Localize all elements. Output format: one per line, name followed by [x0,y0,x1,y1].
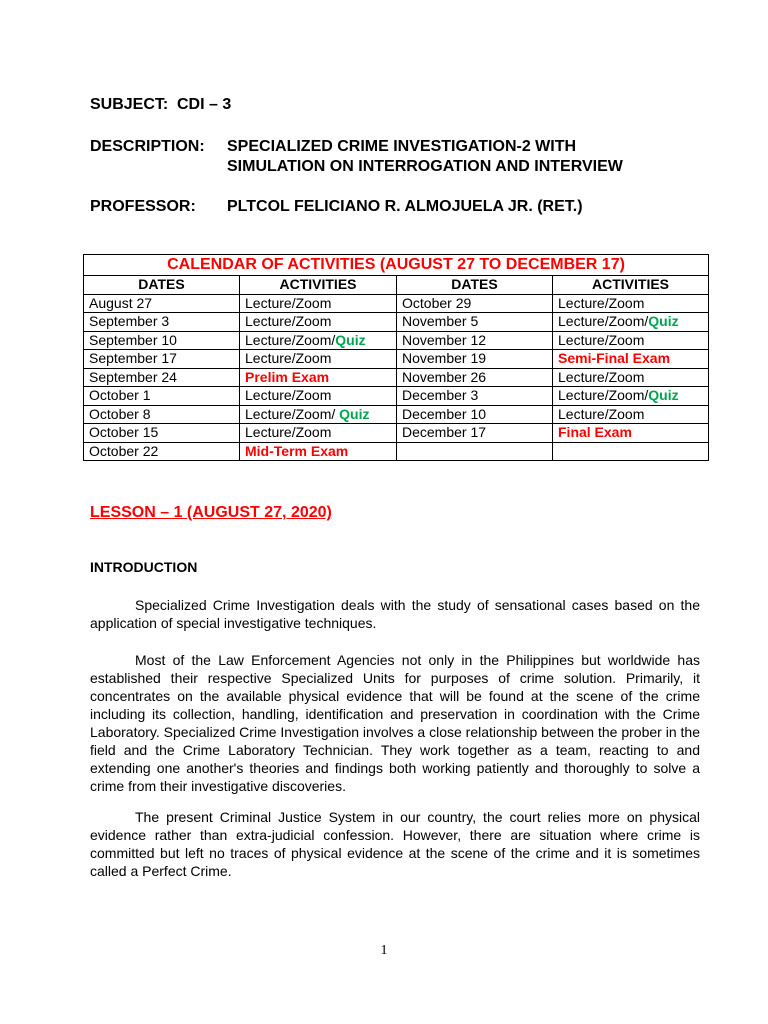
cell-text: September 3 [89,313,170,330]
cell-text: Lecture/Zoom/ [558,387,649,404]
cell-text: Lecture/Zoom/ [245,405,340,422]
table-cell [240,331,397,350]
exam-label: Prelim Exam [245,368,330,385]
table-row [84,405,709,424]
table-cell [397,387,553,406]
table-cell [397,424,553,443]
table-cell [553,294,709,313]
paragraph: Specialized Crime Investigation deals with the study of sensational cases based on the application of special investigative techniques. [90,597,700,631]
cell-text: November 26 [402,368,487,385]
table-cell [240,294,397,313]
exam-label: Final Exam [558,424,632,441]
table-row [84,442,709,461]
quiz-label: Quiz [335,331,366,348]
calendar-table [83,254,709,461]
cell-text: October 8 [89,405,151,422]
subject-label: SUBJECT: [90,96,169,113]
cell-text: Lecture/Zoom/ [558,313,649,330]
table-row [84,350,709,369]
table-cell [240,387,397,406]
cell-text: September 24 [89,368,177,385]
table-cell [84,424,240,443]
table-row [84,331,709,350]
table-cell [84,442,240,461]
table-cell [240,405,397,424]
table-cell [553,424,709,443]
column-header: ACTIVITIES [240,276,397,295]
calendar-header-row [84,276,709,295]
exam-label: Mid-Term Exam [245,442,349,459]
calendar-title: CALENDAR OF ACTIVITIES (AUGUST 27 TO DECEMBER 17) [84,255,709,276]
table-cell [84,331,240,350]
subject-value: CDI – 3 [177,96,232,113]
paragraph: The present Criminal Justice System in our country, the court relies more on physical evidence rather than extra-judicial confession. However, there are situation where crime is committed but left no traces of physical evidence at the scene of the crime and it is sometimes called a Perfect Crime. [90,809,700,879]
calendar-body [84,294,709,461]
cell-text: August 27 [89,294,153,311]
table-cell [397,294,553,313]
cell-text: December 10 [402,405,487,422]
table-cell [240,313,397,332]
cell-text: October 29 [402,294,472,311]
cell-text: Lecture/Zoom [245,387,332,404]
lesson-title: LESSON – 1 (AUGUST 27, 2020) [90,504,332,521]
subject-line [90,95,231,115]
cell-text: Lecture/Zoom/ [245,331,336,348]
cell-text: Lecture/Zoom [245,294,332,311]
cell-text: November 5 [402,313,479,330]
cell-text: November 12 [402,331,487,348]
table-cell [553,350,709,369]
quiz-label: Quiz [339,405,370,422]
paragraph: Most of the Law Enforcement Agencies not only in the Philippines but worldwide has established their respective Specialized Units for purposes of crime solution. Primarily, it concentrates on the available physical evidence that will be found at the scene of the crime including its collection, handling, identification and preservation in coordination with the Crime Laboratory. Specialized Crime Investigation involves a close relationship between the prober in the field and the Crime Laboratory Technician. They work together as a team, reacting to and extending one another's theories and findings both working patiently and thoroughly to solve a crime from their investigative discoveries. [90,652,700,794]
table-cell [84,294,240,313]
table-cell [84,405,240,424]
table-cell [397,350,553,369]
table-cell [553,368,709,387]
table-row [84,313,709,332]
professor-line [90,197,583,217]
table-cell [553,442,709,461]
table-cell [397,313,553,332]
table-cell [553,313,709,332]
cell-text: Lecture/Zoom [558,368,645,385]
cell-text: December 17 [402,424,487,441]
quiz-label: Quiz [648,313,679,330]
table-cell [84,350,240,369]
cell-text: September 17 [89,350,177,367]
table-row [84,387,709,406]
cell-text: Lecture/Zoom [245,350,332,367]
professor-label: PROFESSOR: [90,198,196,215]
column-header: ACTIVITIES [553,276,709,295]
table-cell [553,331,709,350]
description-line [90,137,623,177]
column-header: DATES [397,276,553,295]
cell-text: November 19 [402,350,487,367]
description-value-line2: SIMULATION ON INTERROGATION AND INTERVIEW [227,158,623,175]
cell-text: Lecture/Zoom [558,331,645,348]
table-cell [553,405,709,424]
cell-text: December 3 [402,387,479,404]
table-cell [240,350,397,369]
professor-value: PLTCOL FELICIANO R. ALMOJUELA JR. (RET.) [227,198,583,215]
table-row [84,424,709,443]
cell-text: October 22 [89,442,159,459]
column-header: DATES [84,276,240,295]
table-cell [84,368,240,387]
introduction-heading: INTRODUCTION [90,559,198,575]
description-value-line1: SPECIALIZED CRIME INVESTIGATION-2 WITH [227,138,577,155]
table-cell [397,405,553,424]
page-number: 1 [380,943,388,958]
quiz-label: Quiz [648,387,679,404]
cell-text: Lecture/Zoom [245,424,332,441]
cell-text: Lecture/Zoom [558,294,645,311]
cell-text: Lecture/Zoom [558,405,645,422]
cell-text: October 15 [89,424,159,441]
cell-text: Lecture/Zoom [245,313,332,330]
table-cell [397,368,553,387]
table-cell [397,331,553,350]
table-row [84,294,709,313]
table-cell [240,424,397,443]
table-cell [553,387,709,406]
description-label: DESCRIPTION: [90,138,205,155]
exam-label: Semi-Final Exam [558,350,671,367]
cell-text: October 1 [89,387,151,404]
table-cell [240,442,397,461]
table-row [84,368,709,387]
table-cell [397,442,553,461]
table-cell [84,313,240,332]
cell-text: September 10 [89,331,177,348]
table-cell [240,368,397,387]
table-cell [84,387,240,406]
